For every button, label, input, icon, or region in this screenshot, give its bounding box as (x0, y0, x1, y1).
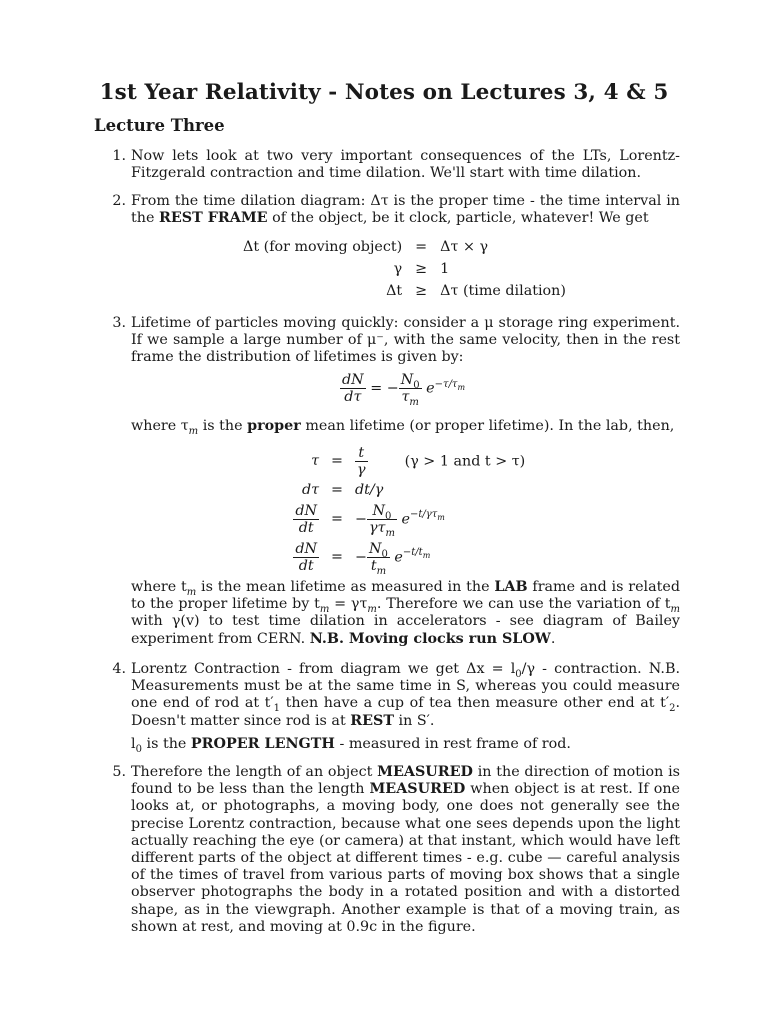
emphasis-rest: REST (350, 712, 394, 729)
lab-lifetime-paragraph (100, 579, 680, 648)
document-title: 1st Year Relativity - Notes on Lectures 3, 4 & 5 (99, 80, 669, 105)
list-item-4 (100, 661, 680, 753)
eq-lhs: γ (393, 261, 403, 277)
text-run: where t (131, 579, 187, 595)
list-item-5 (100, 764, 680, 936)
text-run: . Therefore we can use the variation of t (376, 596, 671, 613)
eq-lhs: Δt (386, 283, 403, 299)
emphasis-moving-clocks: N.B. Moving clocks run SLOW (309, 630, 551, 647)
emphasis-measured: MEASURED (377, 764, 473, 780)
text-run: . (550, 630, 556, 647)
item-number: 2. (112, 193, 126, 209)
text-run: l (131, 735, 136, 752)
eq-rel: ≥ (415, 261, 428, 277)
list-item-1 (100, 148, 680, 182)
condition-text: (γ > 1 and t > τ) (404, 453, 526, 469)
text-run: where τ (131, 418, 189, 434)
eq-lhs: Δt (for moving object) (243, 239, 403, 255)
text-run: is the (202, 418, 243, 434)
lifetime-distribution-formula: $\frac{dN}{d\tau}$ = − $\frac{N_0}{\tau_m}$ $e^{-\tau/\tau_m}$ (342, 372, 466, 408)
item-text (131, 764, 680, 936)
item-text (131, 193, 680, 227)
emphasis-rest-frame: REST FRAME (158, 210, 268, 227)
text-run: then have a cup of tea then measure other end at t′ (285, 695, 670, 712)
item-number: 3. (112, 315, 126, 331)
section-heading: Lecture Three (94, 116, 225, 135)
lab-frame-equations: τ = $\frac{t}{\gamma}$ (γ > 1 and t > τ) dτ = dt/γ $\frac{dN}{dt}$ = − $\frac{N_0}{\gamma\tau_m}$ $e^{-t/\gamma\tau_m}$ $\frac{dN}{dt}$ = − $\frac{N_0}{t_m}$ $e^{-t/t_m}$ (295, 444, 526, 577)
text-run: /γ - contraction. N.B. Measurements must be at the same time in S, whereas you could measure one end of rod at t′ (131, 661, 680, 712)
item-text: where $\tau_m$ is the proper mean lifetime (or proper lifetime). In the lab, then, (131, 418, 675, 437)
emphasis-proper-length: PROPER LENGTH (190, 735, 335, 752)
item-text: Lorentz Contraction - from diagram we get $\Delta x = l_0/\gamma$ - contraction. N.B. Measurements must be at the same time in S, whereas you could measure one end of rod at $t'_1$ then have a cup of tea then measure other end at $t'_2$. Doesn't matter since rod is at REST in S′. (131, 661, 681, 729)
emphasis-lab: LAB (494, 579, 528, 595)
item-text: $l_0$ is the PROPER LENGTH - measured in rest frame of rod. (131, 735, 571, 755)
eq-rel: ≥ (415, 283, 428, 299)
time-dilation-equations (243, 236, 566, 302)
text-run: with γ(v) to test time dilation in accelerators - see diagram of Bailey experiment from CERN. (131, 613, 680, 647)
emphasis-measured: MEASURED (369, 781, 466, 798)
eq-rel: = (415, 239, 428, 255)
item-text: Lifetime of particles moving quickly: consider a μ storage ring experiment. If we sample a large number of μ⁻, with the same velocity, then in the rest frame the distribution of lifetimes is given by: (131, 315, 680, 366)
list-item-2 (100, 193, 680, 227)
text-run: when object is at rest. If one looks at, or photographs, a moving body, one does not generally see the precise Lorentz contraction, because what one sees depends upon the light actually reaching the eye (or camera) at that instant, which would have left different parts of the object at different times - e.g. cube — careful analysis of the times of travel from various parts of moving box shows that a single observer photographs the body in a rotated position and with a distorted shape, as in the viewgraph. Another example is that of a moving train, as shown at rest, and moving at 0.9c in the figure. (131, 781, 680, 935)
text-run: From the time dilation diagram: Δτ is the proper time - the time interval in the (131, 193, 680, 227)
proper-lifetime-paragraph (100, 418, 680, 435)
item-text: Now lets look at two very important consequences of the LTs, Lorentz-Fitzgerald contraction and time dilation. We'll start with time dilation. (131, 148, 680, 182)
text-run: of the object, be it clock, particle, whatever! We get (272, 210, 649, 227)
text-run: Therefore the length of an object (131, 764, 373, 780)
text-run: in the direction of motion is found to be less than the length (131, 764, 681, 798)
text-run: in S′. (398, 712, 435, 729)
text-run: Lorentz Contraction - from diagram we get Δx = l (131, 661, 516, 677)
text-run: - measured in rest frame of rod. (339, 735, 571, 752)
text-run: = γτ (334, 596, 368, 613)
eq-rhs: Δτ (time dilation) (440, 283, 566, 299)
text-run: is the (146, 735, 187, 752)
item-text: where $t_m$ is the mean lifetime as measured in the LAB frame and is related to the proper lifetime by $t_m = \gamma\tau_m$. Therefore we can use the variation of $t_m$ with γ(v) to test time dilation in accelerators - see diagram of Bailey experiment from CERN. N.B. Moving clocks run SLOW. (131, 579, 681, 647)
item-number: 1. (112, 148, 126, 164)
item-number: 4. (112, 661, 126, 677)
text-run: frame and is related to the proper lifetime by t (131, 579, 681, 613)
emphasis-proper: proper (247, 418, 301, 434)
text-run: is the mean lifetime as measured in the (201, 579, 490, 595)
list-item-3 (100, 315, 680, 367)
item-number: 5. (112, 764, 126, 780)
text-run: . Doesn't matter since rod is at (131, 695, 681, 729)
eq-rhs: Δτ × γ (440, 239, 489, 255)
text-run: mean lifetime (or proper lifetime). In the lab, then, (305, 418, 675, 434)
eq-rhs: 1 (440, 261, 450, 277)
